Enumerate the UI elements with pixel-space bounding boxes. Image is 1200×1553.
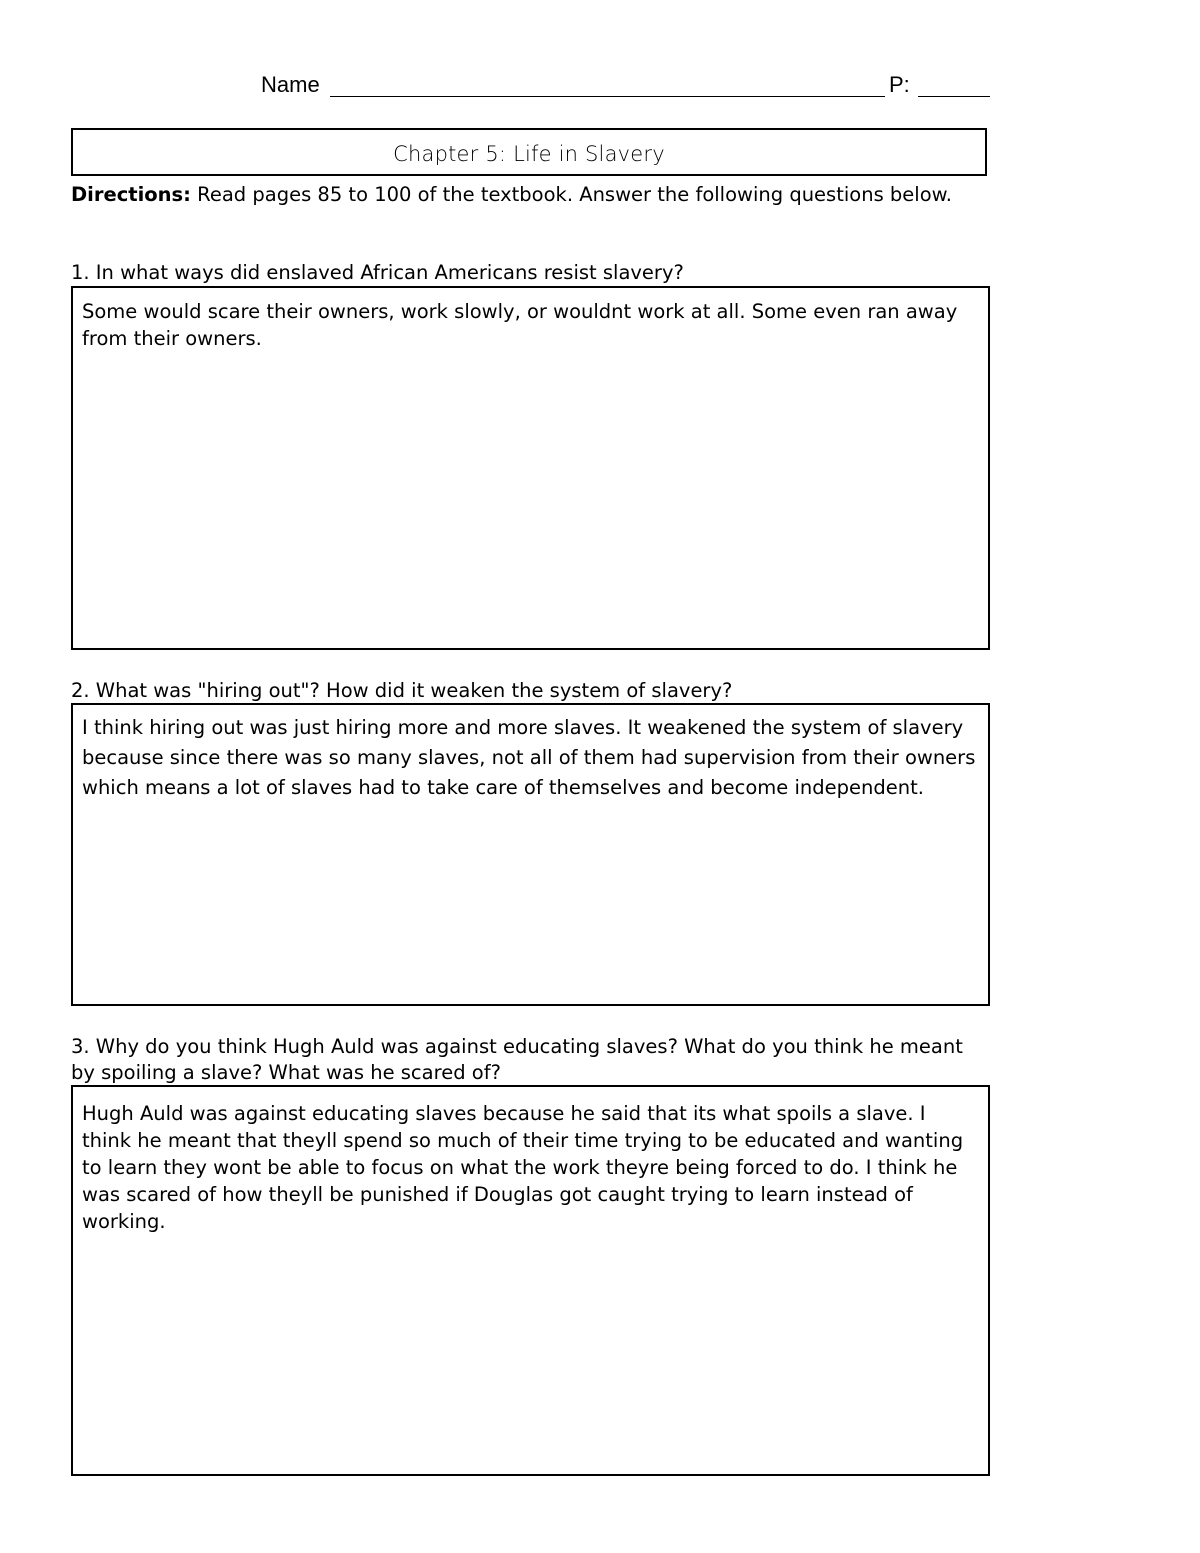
- answer-1-box[interactable]: Some would scare their owners, work slowly, or wouldnt work at all. Some even ran away from their owners.: [71, 286, 990, 650]
- chapter-title: Chapter 5: Life in Slavery: [71, 128, 987, 176]
- period-blank-line[interactable]: [918, 96, 990, 97]
- directions-text: Read pages 85 to 100 of the textbook. Answer the following questions below.: [190, 183, 953, 206]
- directions: [71, 181, 971, 208]
- name-period-header: [261, 72, 991, 102]
- question-3-prompt: 3. Why do you think Hugh Auld was against educating slaves? What do you think he meant by spoiling a slave? What was he scared of?: [71, 1035, 963, 1084]
- directions-label: Directions:: [71, 183, 191, 206]
- period-label: P:: [889, 72, 910, 97]
- name-label: Name: [261, 72, 320, 97]
- question-2-prompt: 2. What was "hiring out"? How did it weaken the system of slavery?: [71, 679, 733, 702]
- answer-2-box[interactable]: I think hiring out was just hiring more and more slaves. It weakened the system of slavery because since there was so many slaves, not all of them had supervision from their owners which means a lot of slaves had to take care of themselves and become independent.: [71, 703, 990, 1006]
- name-blank-line[interactable]: [330, 96, 885, 97]
- question-1-prompt: 1. In what ways did enslaved African Americans resist slavery?: [71, 261, 684, 284]
- answer-3-box[interactable]: Hugh Auld was against educating slaves because he said that its what spoils a slave. I think he meant that theyll spend so much of their time trying to be educated and wanting to learn they wont be able to focus on what the work theyre being forced to do. I think he was scared of how theyll be punished if Douglas got caught trying to learn instead of working.: [71, 1085, 990, 1476]
